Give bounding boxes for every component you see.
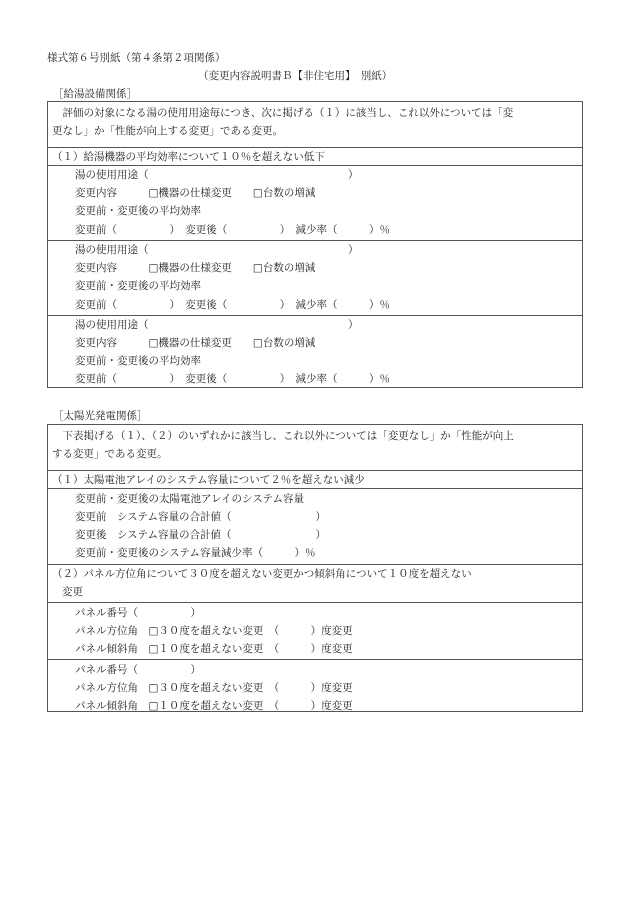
- hot-water-section-label: ［給湯設備関係］: [53, 88, 137, 100]
- usage-line: 湯の使用用途（ ）: [75, 169, 359, 181]
- average-efficiency-label: 変更前・変更後の平均効率: [75, 205, 201, 217]
- table-divider: [48, 147, 582, 148]
- usage-line: 湯の使用用途（ ）: [75, 319, 359, 331]
- hot-water-intro-line1: 評価の対象になる湯の使用用途毎につき、次に掲げる（１）に該当し、これ以外については「変: [52, 107, 514, 119]
- panel-tilt-line: パネル傾斜角 □１０度を超えない変更 （ ）度変更: [75, 643, 353, 655]
- change-content-line: 変更内容 □機器の仕様変更 □台数の増減: [75, 337, 316, 349]
- solar-item2-heading-line2: 変更: [62, 586, 83, 598]
- average-efficiency-label: 変更前・変更後の平均効率: [75, 355, 201, 367]
- capacity-label: 変更前・変更後の太陽電池アレイのシステム容量: [75, 493, 305, 505]
- efficiency-values-line: 変更前（ ） 変更後（ ） 減少率（ ）％: [75, 373, 390, 385]
- panel-number-line: パネル番号（ ）: [75, 664, 201, 676]
- table-divider: [48, 488, 582, 489]
- table-divider: [48, 165, 582, 166]
- hot-water-item1-heading: （１）給湯機器の平均効率について１０％を超えない低下: [52, 151, 325, 163]
- average-efficiency-label: 変更前・変更後の平均効率: [75, 280, 201, 292]
- solar-intro-line2: する変更」である変更。: [52, 448, 168, 460]
- solar-intro-line1: 下表掲げる（１）、（２）のいずれかに該当し、これ以外については「変更なし」か「性能が向上: [52, 430, 514, 442]
- change-content-line: 変更内容 □機器の仕様変更 □台数の増減: [75, 187, 316, 199]
- panel-tilt-line: パネル傾斜角 □１０度を超えない変更 （ ）度変更: [75, 700, 353, 712]
- solar-item1-heading: （１）太陽電池アレイのシステム容量について２％を超えない減少: [52, 474, 365, 486]
- capacity-before-line: 変更前 システム容量の合計値（ ）: [75, 511, 326, 523]
- document-subtitle: （変更内容説明書Ｂ【非住宅用】 別紙）: [198, 70, 393, 82]
- table-divider: [48, 470, 582, 471]
- table-divider: [48, 659, 582, 660]
- table-divider: [48, 240, 582, 241]
- hot-water-table: [47, 101, 583, 388]
- capacity-reduction-line: 変更前・変更後のシステム容量減少率（ ）％: [75, 547, 316, 559]
- table-divider: [48, 564, 582, 565]
- panel-azimuth-line: パネル方位角 □３０度を超えない変更 （ ）度変更: [75, 625, 353, 637]
- table-divider: [48, 315, 582, 316]
- hot-water-intro-line2: 更なし」か「性能が向上する変更」である変更。: [52, 125, 283, 137]
- solar-table: [47, 424, 583, 712]
- efficiency-values-line: 変更前（ ） 変更後（ ） 減少率（ ）％: [75, 224, 390, 236]
- solar-section-label: ［太陽光発電関係］: [53, 410, 148, 422]
- form-title: 様式第６号別紙（第４条第２項関係）: [47, 52, 226, 64]
- table-divider: [48, 602, 582, 603]
- panel-azimuth-line: パネル方位角 □３０度を超えない変更 （ ）度変更: [75, 682, 353, 694]
- panel-number-line: パネル番号（ ）: [75, 607, 201, 619]
- solar-item2-heading-line1: （２）パネル方位角について３０度を超えない変更かつ傾斜角について１０度を超えない: [52, 568, 472, 580]
- efficiency-values-line: 変更前（ ） 変更後（ ） 減少率（ ）％: [75, 299, 390, 311]
- change-content-line: 変更内容 □機器の仕様変更 □台数の増減: [75, 262, 316, 274]
- usage-line: 湯の使用用途（ ）: [75, 244, 359, 256]
- capacity-after-line: 変更後 システム容量の合計値（ ）: [75, 529, 326, 541]
